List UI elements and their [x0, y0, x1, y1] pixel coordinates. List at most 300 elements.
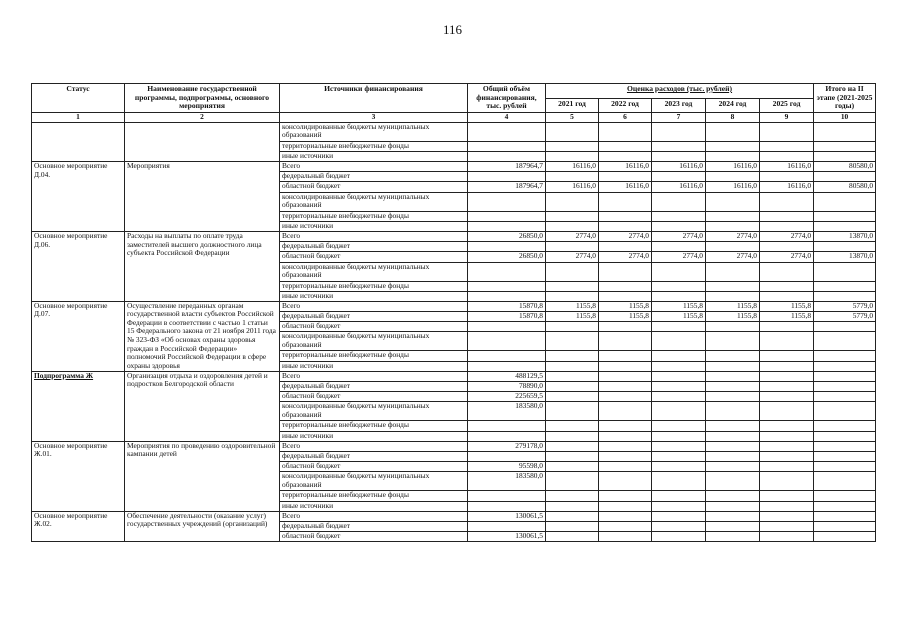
year-value-cell: [760, 211, 814, 221]
year-value-cell: [599, 431, 652, 441]
status-cell: Подпрограмма Ж: [32, 371, 125, 441]
itogo-cell: [814, 402, 876, 421]
year-value-cell: [599, 172, 652, 182]
itogo-cell: [814, 141, 876, 151]
header-row: [32, 84, 876, 99]
total-cell: 26850,0: [468, 231, 546, 241]
year-value-cell: [652, 262, 706, 281]
source-cell: консолидированные бюджеты муниципальных образований: [280, 192, 468, 211]
source-cell: Всего: [280, 441, 468, 451]
itogo-cell: [814, 291, 876, 301]
itogo-cell: [814, 322, 876, 332]
year-value-cell: [760, 172, 814, 182]
total-cell: 130061,5: [468, 511, 546, 521]
table-body: [32, 122, 876, 542]
year-value-cell: [546, 521, 599, 531]
year-value-cell: [546, 151, 599, 161]
source-cell: федеральный бюджет: [280, 521, 468, 531]
year-value-cell: [599, 122, 652, 141]
year-value-cell: [760, 291, 814, 301]
funding-table: [31, 83, 876, 542]
source-cell: консолидированные бюджеты муниципальных образований: [280, 122, 468, 141]
header-itogo: Итого на II этапе (2021-2025 годы): [814, 84, 876, 113]
year-value-cell: [652, 431, 706, 441]
year-value-cell: [652, 141, 706, 151]
year-value-cell: [706, 491, 760, 501]
total-cell: 183580,0: [468, 472, 546, 491]
source-cell: консолидированные бюджеты муниципальных образований: [280, 402, 468, 421]
header-name: Наименование государственной программы, подпрограммы, основного мероприятия: [125, 84, 280, 113]
source-cell: иные источники: [280, 291, 468, 301]
itogo-cell: [814, 351, 876, 361]
year-value-cell: [546, 501, 599, 511]
source-cell: областной бюджет: [280, 532, 468, 542]
source-cell: территориальные внебюджетные фонды: [280, 421, 468, 431]
year-value-cell: [760, 382, 814, 392]
year-value-cell: [760, 262, 814, 281]
year-value-cell: [760, 281, 814, 291]
year-value-cell: [599, 262, 652, 281]
year-value-cell: [546, 262, 599, 281]
itogo-cell: [814, 281, 876, 291]
year-value-cell: [706, 511, 760, 521]
year-value-cell: 2774,0: [652, 252, 706, 262]
year-value-cell: 16116,0: [546, 162, 599, 172]
col-num-4: 4: [468, 113, 546, 123]
year-value-cell: [546, 431, 599, 441]
header-2025: 2025 год: [760, 98, 814, 113]
itogo-cell: [814, 511, 876, 521]
program-name-cell: Организация отдыха и оздоровления детей и подростков Белгородской области: [125, 371, 280, 441]
year-value-cell: [706, 262, 760, 281]
year-value-cell: [652, 402, 706, 421]
program-name-cell: Обеспечение деятельности (оказание услуг) государственных учреждений (организаций): [125, 511, 280, 542]
year-value-cell: [546, 382, 599, 392]
year-value-cell: [546, 462, 599, 472]
col-num-10: 10: [814, 113, 876, 123]
year-value-cell: [706, 172, 760, 182]
total-cell: [468, 491, 546, 501]
year-value-cell: [652, 211, 706, 221]
year-value-cell: [706, 242, 760, 252]
year-value-cell: [546, 532, 599, 542]
total-cell: 225659,5: [468, 392, 546, 402]
year-value-cell: [760, 371, 814, 381]
year-value-cell: [760, 122, 814, 141]
year-value-cell: [599, 242, 652, 252]
header-2024: 2024 год: [706, 98, 760, 113]
program-name-cell: Мероприятия: [125, 162, 280, 232]
year-value-cell: [652, 281, 706, 291]
year-value-cell: [760, 141, 814, 151]
year-value-cell: [652, 462, 706, 472]
total-cell: [468, 431, 546, 441]
year-value-cell: [599, 322, 652, 332]
year-value-cell: [599, 291, 652, 301]
year-value-cell: [652, 361, 706, 371]
year-value-cell: [599, 151, 652, 161]
itogo-cell: [814, 521, 876, 531]
year-value-cell: [599, 221, 652, 231]
year-value-cell: [546, 242, 599, 252]
itogo-cell: [814, 472, 876, 491]
source-cell: областной бюджет: [280, 322, 468, 332]
header-source: Источники финансирования: [280, 84, 468, 113]
itogo-cell: [814, 532, 876, 542]
year-value-cell: [599, 211, 652, 221]
year-value-cell: [546, 491, 599, 501]
total-cell: 130061,5: [468, 532, 546, 542]
total-cell: 187964,7: [468, 162, 546, 172]
total-cell: [468, 281, 546, 291]
year-value-cell: [599, 511, 652, 521]
year-value-cell: [706, 501, 760, 511]
year-value-cell: 16116,0: [706, 182, 760, 192]
year-value-cell: [760, 402, 814, 421]
year-value-cell: 1155,8: [599, 301, 652, 311]
itogo-cell: 13870,0: [814, 231, 876, 241]
year-value-cell: [760, 472, 814, 491]
year-value-cell: [706, 151, 760, 161]
year-value-cell: [652, 392, 706, 402]
year-value-cell: [652, 371, 706, 381]
year-value-cell: [760, 521, 814, 531]
year-value-cell: [599, 192, 652, 211]
year-value-cell: 2774,0: [706, 231, 760, 241]
total-cell: [468, 521, 546, 531]
year-value-cell: [546, 351, 599, 361]
year-value-cell: [760, 332, 814, 351]
program-name-cell: Осуществление переданных органам государственной власти субъектов Российской Федерации в соответствии с частью 1 статьи 15 Федерального закона от 21 ноября 2011 года № 323-ФЗ «Об основах охраны здоровья граждан в Российской Федерации» полномочий Российской Федерации в сфере охраны здоровья: [125, 301, 280, 371]
year-value-cell: [706, 371, 760, 381]
col-num-1: 1: [32, 113, 125, 123]
year-value-cell: [652, 441, 706, 451]
table-row: [32, 371, 876, 381]
year-value-cell: [760, 441, 814, 451]
year-value-cell: [546, 402, 599, 421]
header-2022: 2022 год: [599, 98, 652, 113]
year-value-cell: [599, 491, 652, 501]
year-value-cell: [706, 332, 760, 351]
year-value-cell: [546, 361, 599, 371]
year-value-cell: 2774,0: [706, 252, 760, 262]
year-value-cell: 2774,0: [546, 231, 599, 241]
total-cell: [468, 151, 546, 161]
total-cell: 488129,5: [468, 371, 546, 381]
year-value-cell: 16116,0: [760, 182, 814, 192]
total-cell: 15870,8: [468, 301, 546, 311]
program-name-cell: [125, 122, 280, 161]
year-value-cell: [652, 521, 706, 531]
year-value-cell: 2774,0: [599, 252, 652, 262]
source-cell: Всего: [280, 162, 468, 172]
year-value-cell: [546, 441, 599, 451]
year-value-cell: [652, 322, 706, 332]
year-value-cell: 1155,8: [652, 301, 706, 311]
source-cell: территориальные внебюджетные фонды: [280, 351, 468, 361]
year-value-cell: [706, 221, 760, 231]
year-value-cell: 16116,0: [652, 162, 706, 172]
status-cell: [32, 122, 125, 161]
year-value-cell: [546, 511, 599, 521]
year-value-cell: [652, 472, 706, 491]
itogo-cell: [814, 151, 876, 161]
year-value-cell: [706, 351, 760, 361]
itogo-cell: 5779,0: [814, 312, 876, 322]
year-value-cell: [652, 151, 706, 161]
year-value-cell: [706, 361, 760, 371]
source-cell: федеральный бюджет: [280, 382, 468, 392]
itogo-cell: [814, 491, 876, 501]
itogo-cell: [814, 462, 876, 472]
total-cell: [468, 242, 546, 252]
year-value-cell: [706, 431, 760, 441]
table-row: [32, 301, 876, 311]
source-cell: иные источники: [280, 501, 468, 511]
year-value-cell: [599, 332, 652, 351]
source-cell: Всего: [280, 301, 468, 311]
source-cell: территориальные внебюджетные фонды: [280, 141, 468, 151]
year-value-cell: [599, 141, 652, 151]
itogo-cell: [814, 332, 876, 351]
source-cell: областной бюджет: [280, 462, 468, 472]
year-value-cell: [652, 501, 706, 511]
year-value-cell: [760, 322, 814, 332]
total-cell: [468, 361, 546, 371]
total-cell: 187964,7: [468, 182, 546, 192]
year-value-cell: [760, 532, 814, 542]
source-cell: иные источники: [280, 361, 468, 371]
year-value-cell: [652, 221, 706, 231]
total-cell: [468, 291, 546, 301]
year-value-cell: [760, 192, 814, 211]
year-value-cell: [706, 291, 760, 301]
status-cell: Основное мероприятие Д.04.: [32, 162, 125, 232]
year-value-cell: [760, 351, 814, 361]
itogo-cell: [814, 501, 876, 511]
year-value-cell: 1155,8: [546, 301, 599, 311]
year-value-cell: [599, 281, 652, 291]
year-value-cell: [706, 532, 760, 542]
year-value-cell: 16116,0: [760, 162, 814, 172]
itogo-cell: [814, 392, 876, 402]
status-cell: Основное мероприятие Ж.02.: [32, 511, 125, 542]
year-value-cell: 2774,0: [760, 231, 814, 241]
source-cell: областной бюджет: [280, 182, 468, 192]
table-row: [32, 441, 876, 451]
col-num-6: 6: [599, 113, 652, 123]
col-num-7: 7: [652, 113, 706, 123]
itogo-cell: [814, 172, 876, 182]
source-cell: Всего: [280, 231, 468, 241]
total-cell: 78890,0: [468, 382, 546, 392]
itogo-cell: [814, 211, 876, 221]
total-cell: [468, 141, 546, 151]
year-value-cell: 1155,8: [599, 312, 652, 322]
year-value-cell: [760, 491, 814, 501]
year-value-cell: [652, 511, 706, 521]
source-cell: федеральный бюджет: [280, 242, 468, 252]
year-value-cell: [546, 122, 599, 141]
source-cell: областной бюджет: [280, 252, 468, 262]
year-value-cell: [546, 472, 599, 491]
year-value-cell: [760, 462, 814, 472]
year-value-cell: [706, 211, 760, 221]
year-value-cell: [546, 392, 599, 402]
itogo-cell: [814, 242, 876, 252]
year-value-cell: [652, 532, 706, 542]
header-status: Статус: [32, 84, 125, 113]
page-number: 116: [442, 22, 463, 37]
itogo-cell: [814, 192, 876, 211]
year-value-cell: [546, 451, 599, 461]
year-value-cell: [706, 281, 760, 291]
year-value-cell: [706, 382, 760, 392]
header-2021: 2021 год: [546, 98, 599, 113]
year-value-cell: 1155,8: [760, 312, 814, 322]
itogo-cell: 5779,0: [814, 301, 876, 311]
year-value-cell: [760, 501, 814, 511]
year-value-cell: [599, 472, 652, 491]
source-cell: консолидированные бюджеты муниципальных образований: [280, 262, 468, 281]
total-cell: [468, 192, 546, 211]
itogo-cell: [814, 371, 876, 381]
total-cell: 95598,0: [468, 462, 546, 472]
year-value-cell: [599, 451, 652, 461]
year-value-cell: [599, 521, 652, 531]
col-num-3: 3: [280, 113, 468, 123]
year-value-cell: [760, 361, 814, 371]
year-value-cell: [599, 402, 652, 421]
year-value-cell: 16116,0: [652, 182, 706, 192]
header-2023: 2023 год: [652, 98, 706, 113]
year-value-cell: [652, 242, 706, 252]
total-cell: [468, 172, 546, 182]
total-cell: 279178,0: [468, 441, 546, 451]
year-value-cell: [760, 421, 814, 431]
year-value-cell: 1155,8: [652, 312, 706, 322]
source-cell: федеральный бюджет: [280, 172, 468, 182]
year-value-cell: 1155,8: [760, 301, 814, 311]
source-cell: территориальные внебюджетные фонды: [280, 211, 468, 221]
source-cell: консолидированные бюджеты муниципальных образований: [280, 332, 468, 351]
header-total: Общий объём финансирования, тыс. рублей: [468, 84, 546, 113]
year-value-cell: [546, 281, 599, 291]
year-value-cell: [652, 491, 706, 501]
year-value-cell: [706, 421, 760, 431]
itogo-cell: [814, 221, 876, 231]
source-cell: федеральный бюджет: [280, 312, 468, 322]
year-value-cell: [546, 211, 599, 221]
year-value-cell: [652, 192, 706, 211]
year-value-cell: 16116,0: [706, 162, 760, 172]
year-value-cell: [599, 361, 652, 371]
year-value-cell: [760, 511, 814, 521]
year-value-cell: [546, 172, 599, 182]
source-cell: федеральный бюджет: [280, 451, 468, 461]
year-value-cell: [599, 532, 652, 542]
year-value-cell: [546, 371, 599, 381]
total-cell: [468, 332, 546, 351]
table-row: [32, 231, 876, 241]
year-value-cell: [706, 122, 760, 141]
year-value-cell: [546, 322, 599, 332]
total-cell: 26850,0: [468, 252, 546, 262]
itogo-cell: [814, 451, 876, 461]
source-cell: территориальные внебюджетные фонды: [280, 491, 468, 501]
col-num-2: 2: [125, 113, 280, 123]
year-value-cell: [760, 151, 814, 161]
col-num-9: 9: [760, 113, 814, 123]
total-cell: 15870,8: [468, 312, 546, 322]
total-cell: 183580,0: [468, 402, 546, 421]
year-value-cell: 16116,0: [599, 162, 652, 172]
total-cell: [468, 501, 546, 511]
source-cell: иные источники: [280, 221, 468, 231]
year-value-cell: [706, 141, 760, 151]
year-value-cell: [599, 392, 652, 402]
year-value-cell: [760, 451, 814, 461]
year-value-cell: [760, 221, 814, 231]
program-name-cell: Мероприятия по проведению оздоровительной кампании детей: [125, 441, 280, 511]
table-row: [32, 122, 876, 141]
status-cell: Основное мероприятие Д.06.: [32, 231, 125, 301]
itogo-cell: [814, 361, 876, 371]
year-value-cell: [599, 382, 652, 392]
itogo-cell: [814, 382, 876, 392]
year-value-cell: [706, 392, 760, 402]
year-value-cell: [599, 501, 652, 511]
year-value-cell: [706, 322, 760, 332]
year-value-cell: 1155,8: [706, 312, 760, 322]
year-value-cell: [706, 192, 760, 211]
table-row: [32, 511, 876, 521]
year-value-cell: [652, 451, 706, 461]
year-value-cell: [599, 441, 652, 451]
year-value-cell: 16116,0: [546, 182, 599, 192]
source-cell: Всего: [280, 511, 468, 521]
col-num-8: 8: [706, 113, 760, 123]
year-value-cell: [706, 521, 760, 531]
year-value-cell: 1155,8: [706, 301, 760, 311]
year-value-cell: [652, 382, 706, 392]
itogo-cell: 80580,0: [814, 162, 876, 172]
year-value-cell: 16116,0: [599, 182, 652, 192]
year-value-cell: 2774,0: [760, 252, 814, 262]
source-cell: Всего: [280, 371, 468, 381]
status-cell: Основное мероприятие Д.07.: [32, 301, 125, 371]
year-value-cell: [599, 421, 652, 431]
source-cell: областной бюджет: [280, 392, 468, 402]
year-value-cell: [652, 332, 706, 351]
year-value-cell: [706, 402, 760, 421]
year-value-cell: 1155,8: [546, 312, 599, 322]
source-cell: иные источники: [280, 431, 468, 441]
year-value-cell: [546, 141, 599, 151]
source-cell: консолидированные бюджеты муниципальных образований: [280, 472, 468, 491]
year-value-cell: [599, 351, 652, 361]
total-cell: [468, 451, 546, 461]
year-value-cell: [546, 291, 599, 301]
year-value-cell: [760, 431, 814, 441]
year-value-cell: [652, 421, 706, 431]
year-value-cell: [652, 351, 706, 361]
total-cell: [468, 122, 546, 141]
year-value-cell: [652, 122, 706, 141]
total-cell: [468, 351, 546, 361]
itogo-cell: [814, 122, 876, 141]
year-value-cell: 2774,0: [652, 231, 706, 241]
